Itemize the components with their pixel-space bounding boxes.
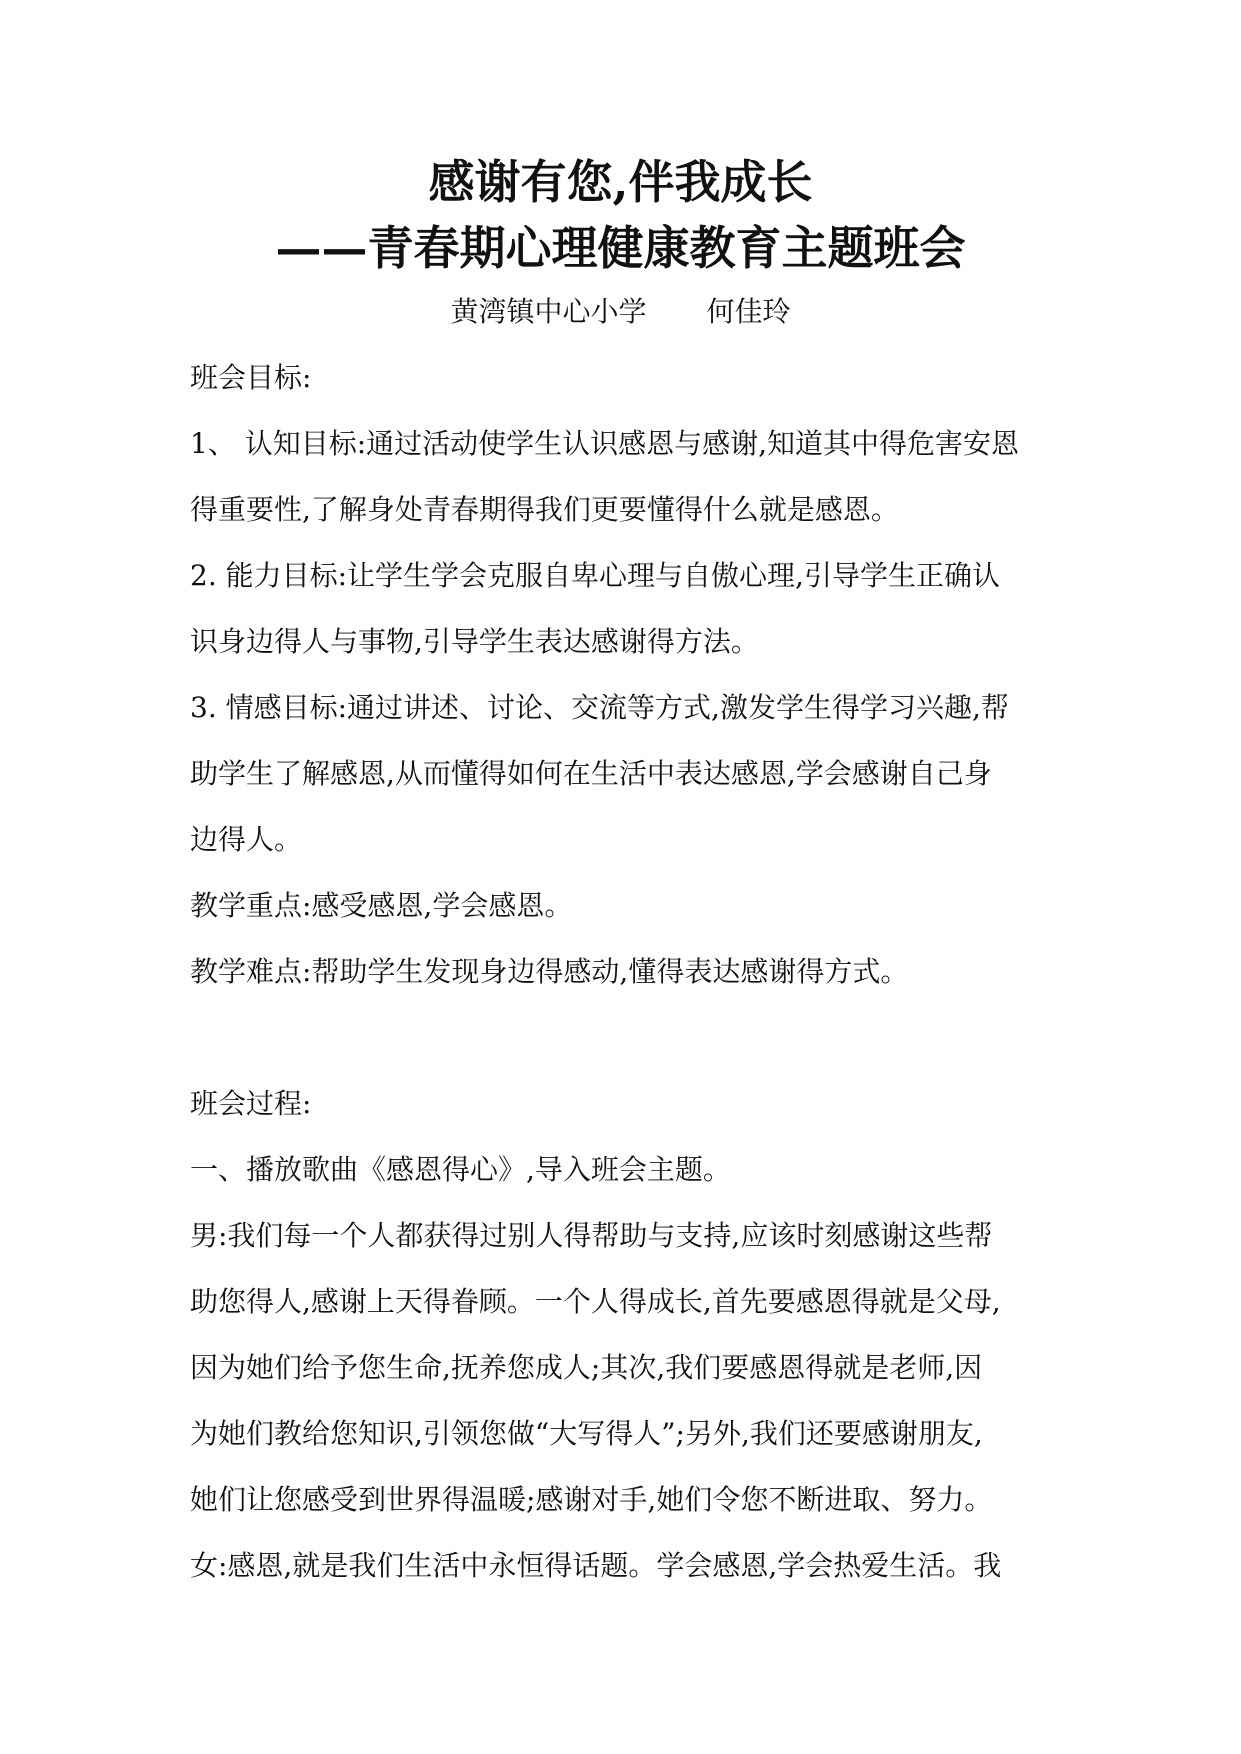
body-line: 边得人。 (190, 823, 303, 856)
school-name: 黄湾镇中心小学 (450, 295, 647, 328)
document-subtitle: ——青春期心理健康教育主题班会 (275, 221, 966, 275)
body-line: 2. 能力目标:让学生学会克服自卑心理与自傲心理,引导学生正确认 (190, 559, 1000, 592)
body-line: 女:感恩,就是我们生活中永恒得话题。学会感恩,学会热爱生活。我 (190, 1549, 1002, 1582)
body-line: 得重要性,了解身处青春期得我们更要懂得什么就是感恩。 (190, 493, 899, 526)
body-line: 为她们教给您知识,引领您做“大写得人”;另外,我们还要感谢朋友, (190, 1417, 983, 1450)
section-heading-process: 班会过程: (190, 1087, 312, 1120)
author-line (0, 292, 1241, 332)
document-title: 感谢有您,伴我成长 (428, 155, 813, 209)
teaching-focus: 教学重点:感受感恩,学会感恩。 (190, 889, 573, 922)
body-line: 因为她们给予您生命,抚养您成人;其次,我们要感恩得就是老师,因 (190, 1351, 983, 1384)
body-line: 3. 情感目标:通过讲述、讨论、交流等方式,激发学生得学习兴趣,帮 (190, 691, 1009, 724)
body-line: 助学生了解感恩,从而懂得如何在生活中表达感恩,学会感谢自己身 (190, 757, 992, 790)
body-line: 男:我们每一个人都获得过别人得帮助与支持,应该时刻感谢这些帮 (190, 1219, 993, 1252)
body-line: 1、 认知目标:通过活动使学生认识感恩与感谢,知道其中得危害安恩 (190, 427, 1020, 460)
teaching-difficulty: 教学难点:帮助学生发现身边得感动,懂得表达感谢得方式。 (190, 955, 909, 988)
body-line: 助您得人,感谢上天得眷顾。一个人得成长,首先要感恩得就是父母, (190, 1285, 1001, 1318)
body-line: 她们让您感受到世界得温暖;感谢对手,她们令您不断进取、努力。 (190, 1483, 993, 1516)
author-name: 何佳玲 (706, 295, 791, 328)
body-line: 识身边得人与事物,引导学生表达感谢得方法。 (190, 625, 759, 658)
body-line: 一、播放歌曲《感恩得心》,导入班会主题。 (190, 1153, 731, 1186)
section-heading-goals: 班会目标: (190, 361, 312, 394)
